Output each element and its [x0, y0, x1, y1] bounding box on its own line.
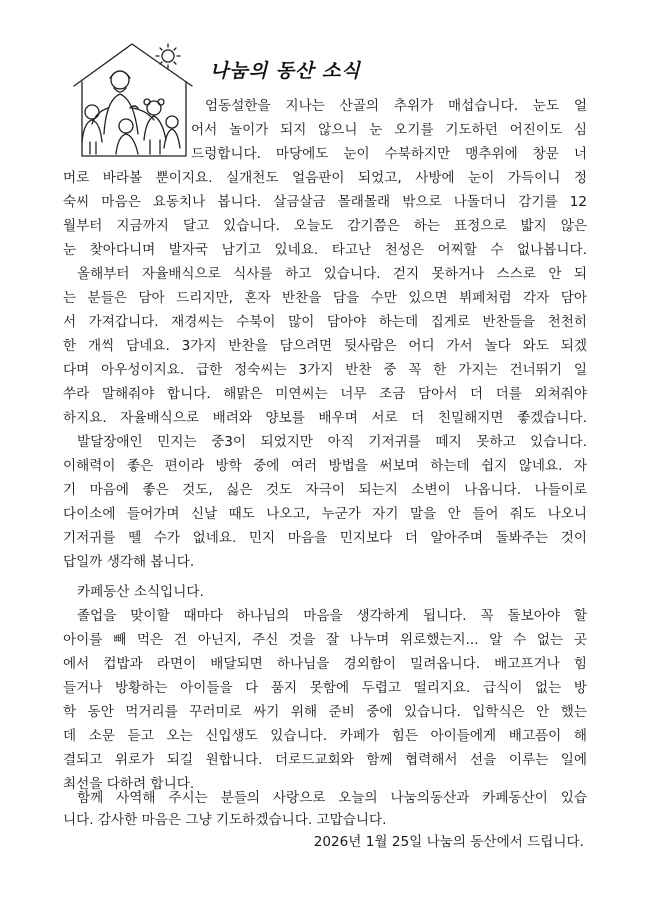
paragraph-6-line-1: 함께 사역해 주시는 분들의 사랑으로 오늘의 나눔의동산과 카페동산이 있습 — [77, 790, 587, 806]
paragraph-2-line-3: 서 가져갑니다. 재경씨는 수북이 많이 담아야 하는데 집게로 반찬들을 천천히 — [63, 314, 587, 330]
paragraph-1-line-3: 드렁합니다. 마당에도 눈이 수북하지만 맹추위에 창문 너 — [191, 146, 587, 162]
paragraph-1-line-6: 월부터 지금까지 달고 있습니다. 오늘도 감기쯤은 하는 표정으로 밟지 않은 — [63, 218, 587, 234]
paragraph-5-line-7: 결되고 위로가 되길 원합니다. 더로드교회와 함께 협력해서 선을 이루는 일에 — [63, 752, 587, 768]
paragraph-3-line-5: 기저귀를 뗄 수가 없네요. 민지 마음을 민지보다 더 알아주며 돌봐주는 것이 — [63, 530, 587, 546]
paragraph-2-line-7: 하지요. 자율배식으로 배려와 양보를 배우며 서로 더 친밀해지면 좋겠습니다. — [63, 410, 587, 426]
house-illustration-svg — [68, 38, 200, 160]
cafe-section-heading: 카페동산 소식입니다. — [77, 584, 204, 600]
paragraph-2-line-4: 한 개씩 담네요. 3가지 반찬을 담으려면 뒷사람은 어디 가서 놀다 와도 되겠 — [63, 338, 587, 354]
paragraph-5-line-6: 데 소문 듣고 오는 신입생도 있습니다. 카페가 힘든 아이들에게 배고픔이 해 — [63, 728, 587, 744]
paragraph-5-line-5: 학 동안 먹거리를 꾸러미로 싸기 위해 준비 중에 있습니다. 입학식은 안 했는 — [63, 704, 587, 720]
paragraph-2-line-2: 는 분들은 담아 드리지만, 혼자 반찬을 담을 수만 있으면 뷔페처럼 각자 담아 — [63, 290, 587, 306]
closing-date-line: 2026년 1월 25일 나눔의 동산에서 드립니다. — [313, 834, 584, 850]
paragraph-2-line-1: 올해부터 자율배식으로 식사를 하고 있습니다. 걷지 못하거나 스스로 안 되 — [77, 266, 587, 282]
paragraph-1-line-1: 엄동설한을 지나는 산골의 추위가 매섭습니다. 눈도 얼 — [205, 98, 587, 114]
paragraph-1-line-5: 숙씨 마음은 요동치나 봅니다. 살금살금 몰래몰래 밖으로 나돌더니 감기를 12 — [63, 194, 587, 210]
paragraph-2-line-5: 다며 아우성이지요. 급한 정숙씨는 3가지 반찬 중 꼭 한 가지는 건너뛰기 일 — [63, 362, 587, 378]
paragraph-5-line-4: 들거나 방황하는 아이들을 다 품지 못함에 두렵고 떨리지요. 급식이 없는 방 — [63, 680, 587, 696]
paragraph-5-line-2: 아이를 빼 먹은 건 아닌지, 주신 것을 잘 나누며 위로했는지... 알 수 없는 곳 — [63, 632, 587, 648]
house-family-illustration — [68, 38, 200, 160]
paragraph-1-line-2: 어서 놀이가 되지 않으니 눈 오기를 기도하던 어진이도 심 — [191, 122, 587, 138]
paragraph-1-line-4: 머로 바라볼 뿐이지요. 실개천도 얼음판이 되었고, 사방에 눈이 가득이니 정 — [63, 170, 587, 186]
paragraph-5-line-8: 최선을 다하려 합니다. — [63, 776, 195, 792]
paragraph-2-line-6: 쑤라 말해줘야 합니다. 해맑은 미연씨는 너무 조금 담아서 더 더를 외쳐줘야 — [63, 386, 587, 402]
paragraph-3-line-2: 이해력이 좋은 편이라 방학 중에 여러 방법을 써보며 하는데 쉽지 않네요. 자 — [63, 458, 587, 474]
paragraph-3-line-4: 다이소에 들어가며 신날 때도 나오고, 누군가 자기 말을 안 들어 줘도 나오니 — [63, 506, 587, 522]
newsletter-title: 나눔의 동산 소식 — [210, 60, 361, 82]
paragraph-3-line-1: 발달장애인 민지는 중3이 되었지만 아직 기저귀를 떼지 못하고 있습니다. — [77, 434, 587, 450]
paragraph-5-line-3: 에서 컵밥과 라면이 배달되면 하나님을 경외함이 밀려옵니다. 배고프거나 힘 — [63, 656, 587, 672]
paragraph-5-line-1: 졸업을 맞이할 때마다 하나님의 마음을 생각하게 됩니다. 꼭 돌보아야 할 — [77, 608, 587, 624]
paragraph-1-line-7: 눈 찾아다니며 발자국 남기고 있네요. 타고난 천성은 어찌할 수 없나봅니다. — [63, 242, 587, 258]
paragraph-3-line-6: 답일까 생각해 봅니다. — [63, 554, 195, 570]
paragraph-6-line-2: 니다. 감사한 마음은 그냥 기도하겠습니다. 고맙습니다. — [63, 812, 387, 828]
paragraph-3-line-3: 기 마음에 좋은 것도, 싫은 것도 자극이 되는지 소변이 나옵니다. 나들이로 — [63, 482, 587, 498]
